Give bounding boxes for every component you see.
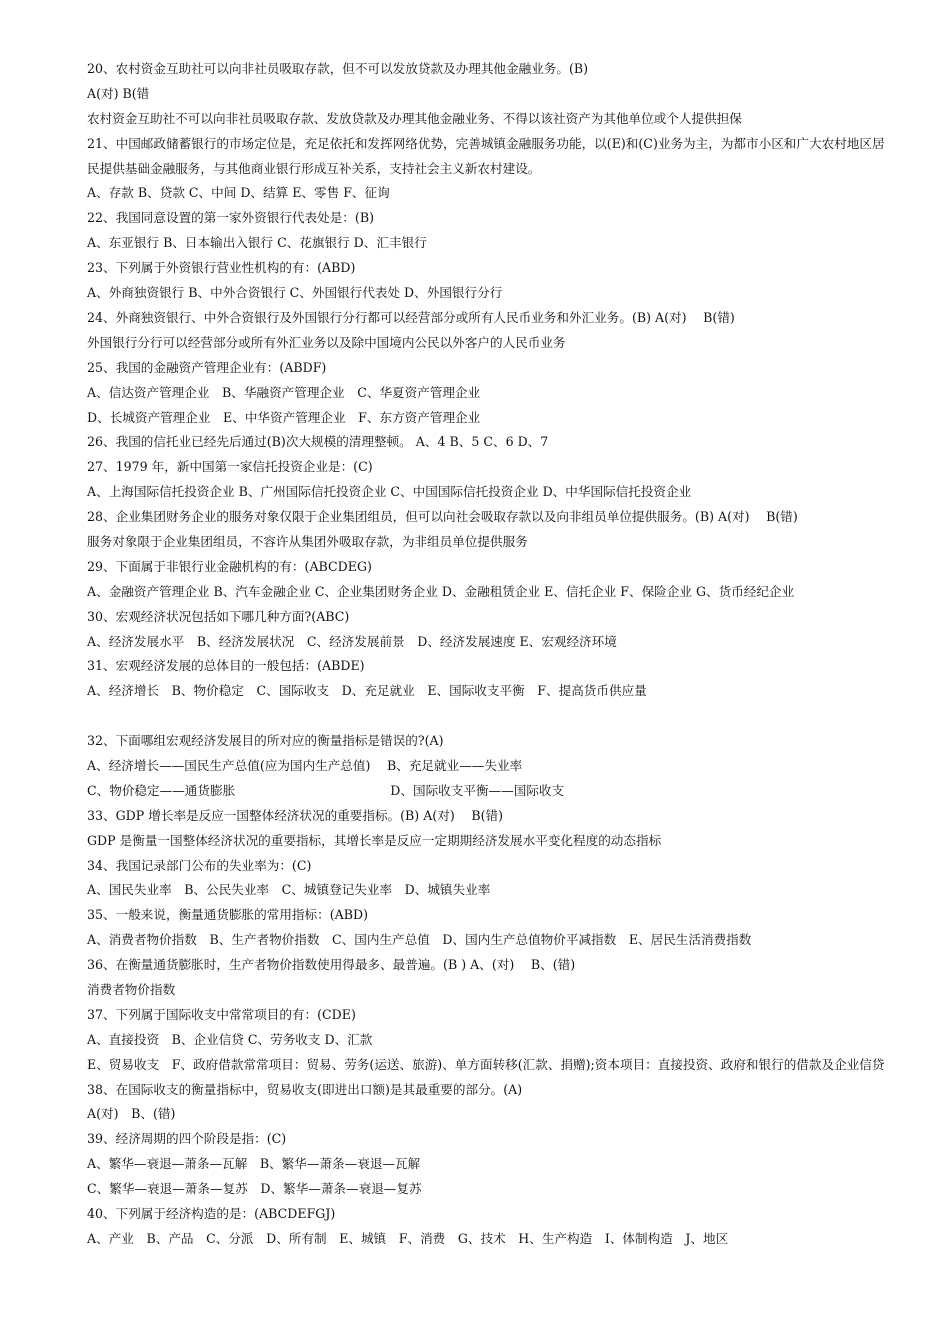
question-27: 27、1979 年，新中国第一家信托投资企业是：(C) xyxy=(87,459,373,475)
answer-options-35: A、消费者物价指数 B、生产者物价指数 C、国内生产总值 D、国内生产总值物价平减指数 E、居民生活消费指数 xyxy=(87,932,752,948)
question-28: 28、企业集团财务企业的服务对象仅限于企业集团组员，但可以向社会吸取存款以及向非组员单位提供服务。(B) A(对) B(错) xyxy=(87,509,798,525)
question-38: 38、在国际收支的衡量指标中，贸易收支(即进出口额)是其最重要的部分。(A) xyxy=(87,1081,523,1097)
answer-options-39b: C、繁华—衰退—萧条—复苏 D、繁华—萧条—衰退—复苏 xyxy=(87,1181,422,1197)
answer-options-40: A、产业 B、产品 C、分派 D、所有制 E、城镇 F、消费 G、技术 H、生产构造 I、体制构造 J、地区 xyxy=(87,1230,729,1246)
question-30: 30、宏观经济状况包括如下哪几种方面?(ABC) xyxy=(87,608,350,624)
question-32: 32、下面哪组宏观经济发展目的所对应的衡量指标是错误的?(A) xyxy=(87,733,444,749)
answer-options-25a: A、信达资产管理企业 B、华融资产管理企业 C、华夏资产管理企业 xyxy=(87,384,481,400)
answer-options-20: A(对) B(错 xyxy=(87,85,150,101)
question-26: 26、我国的信托业已经先后通过(B)次大规模的清理整顿。 A、4 B、5 C、6 D、7 xyxy=(87,434,549,450)
explanation-36: 消费者物价指数 xyxy=(87,981,176,997)
answer-options-39a: A、繁华—衰退—萧条—瓦解 B、繁华—萧条—衰退—瓦解 xyxy=(87,1156,421,1172)
question-39: 39、经济周期的四个阶段是指：(C) xyxy=(87,1131,287,1147)
question-29: 29、下面属于非银行业金融机构的有：(ABCDEG) xyxy=(87,558,372,574)
answer-options-22: A、东亚银行 B、日本输出入银行 C、花旗银行 D、汇丰银行 xyxy=(87,235,427,251)
question-20: 20、农村资金互助社可以向非社员吸取存款，但不可以发放贷款及办理其他金融业务。(B) xyxy=(87,61,589,76)
answer-options-30: A、经济发展水平 B、经济发展状况 C、经济发展前景 D、经济发展速度 E、宏观经济环境 xyxy=(87,633,617,649)
answer-options-31: A、经济增长 B、物价稳定 C、国际收支 D、充足就业 E、国际收支平衡 F、提高货币供应量 xyxy=(87,683,647,699)
question-21: 21、中国邮政储蓄银行的市场定位是，充足依托和发挥网络优势，完善城镇金融服务功能，以(E)和(C)业务为主，为都市小区和广大农村地区居民提供基础金融服务，与其他商业银行形成互补关系，支持社会主义新农村建设。 xyxy=(87,135,885,176)
question-23: 23、下列属于外资银行营业性机构的有：(ABD) xyxy=(87,260,356,276)
explanation-28: 服务对象限于企业集团组员，不容许从集团外吸取存款，为非组员单位提供服务 xyxy=(87,533,528,549)
answer-options-37b: E、贸易收支 F、政府借款常常项目：贸易、劳务(运送、旅游)、单方面转移(汇款、捐赠);资本项目：直接投资、政府和银行的借款及企业信贷 xyxy=(87,1056,885,1072)
answer-options-34: A、国民失业率 B、公民失业率 C、城镇登记失业率 D、城镇失业率 xyxy=(87,882,491,898)
question-25: 25、我国的金融资产管理企业有：(ABDF) xyxy=(87,359,327,375)
explanation-33: GDP 是衡量一国整体经济状况的重要指标，其增长率是反应一定期期经济发展水平变化程度的动态指标 xyxy=(87,832,662,848)
question-34: 34、我国记录部门公布的失业率为：(C) xyxy=(87,857,312,873)
question-24: 24、外商独资银行、中外合资银行及外国银行分行都可以经营部分或所有人民币业务和外汇业务。(B) A(对) B(错) xyxy=(87,309,735,325)
blank-line xyxy=(87,704,897,729)
answer-options-32b: C、物价稳定——通货膨胀 D、国际收支平衡——国际收支 xyxy=(87,782,565,798)
answer-options-37a: A、直接投资 B、企业信贷 C、劳务收支 D、汇款 xyxy=(87,1031,373,1047)
answer-options-23: A、外商独资银行 B、中外合资银行 C、外国银行代表处 D、外国银行分行 xyxy=(87,285,503,301)
question-40: 40、下列属于经济构造的是：(ABCDEFGJ) xyxy=(87,1206,336,1222)
question-22: 22、我国同意设置的第一家外资银行代表处是：(B) xyxy=(87,210,374,226)
explanation-20: 农村资金互助社不可以向非社员吸取存款、发放贷款及办理其他金融业务、不得以该社资产为其他单位或个人提供担保 xyxy=(87,110,742,126)
question-33: 33、GDP 增长率是反应一国整体经济状况的重要指标。(B) A(对) B(错) xyxy=(87,807,503,823)
explanation-24: 外国银行分行可以经营部分或所有外汇业务以及除中国境内公民以外客户的人民币业务 xyxy=(87,334,566,350)
question-36: 36、在衡量通货膨胀时，生产者物价指数使用得最多、最普遍。(B ) A、(对) B、(错) xyxy=(87,957,576,973)
document-page xyxy=(87,57,897,1252)
answer-options-32a: A、经济增长——国民生产总值(应为国内生产总值) B、充足就业——失业率 xyxy=(87,757,523,773)
question-31: 31、宏观经济发展的总体目的一般包括：(ABDE) xyxy=(87,658,365,674)
answer-options-29: A、金融资产管理企业 B、汽车金融企业 C、企业集团财务企业 D、金融租赁企业 E、信托企业 F、保险企业 G、货币经纪企业 xyxy=(87,583,795,599)
question-35: 35、一般来说，衡量通货膨胀的常用指标：(ABD) xyxy=(87,907,368,923)
answer-options-38: A(对) B、(错) xyxy=(87,1106,176,1122)
answer-options-25b: D、长城资产管理企业 E、中华资产管理企业 F、东方资产管理企业 xyxy=(87,409,481,425)
answer-options-21: A、存款 B、贷款 C、中间 D、结算 E、零售 F、征询 xyxy=(87,185,390,201)
question-37: 37、下列属于国际收支中常常项目的有：(CDE) xyxy=(87,1006,356,1022)
answer-options-27: A、上海国际信托投资企业 B、广州国际信托投资企业 C、中国国际信托投资企业 D、中华国际信托投资企业 xyxy=(87,484,692,500)
